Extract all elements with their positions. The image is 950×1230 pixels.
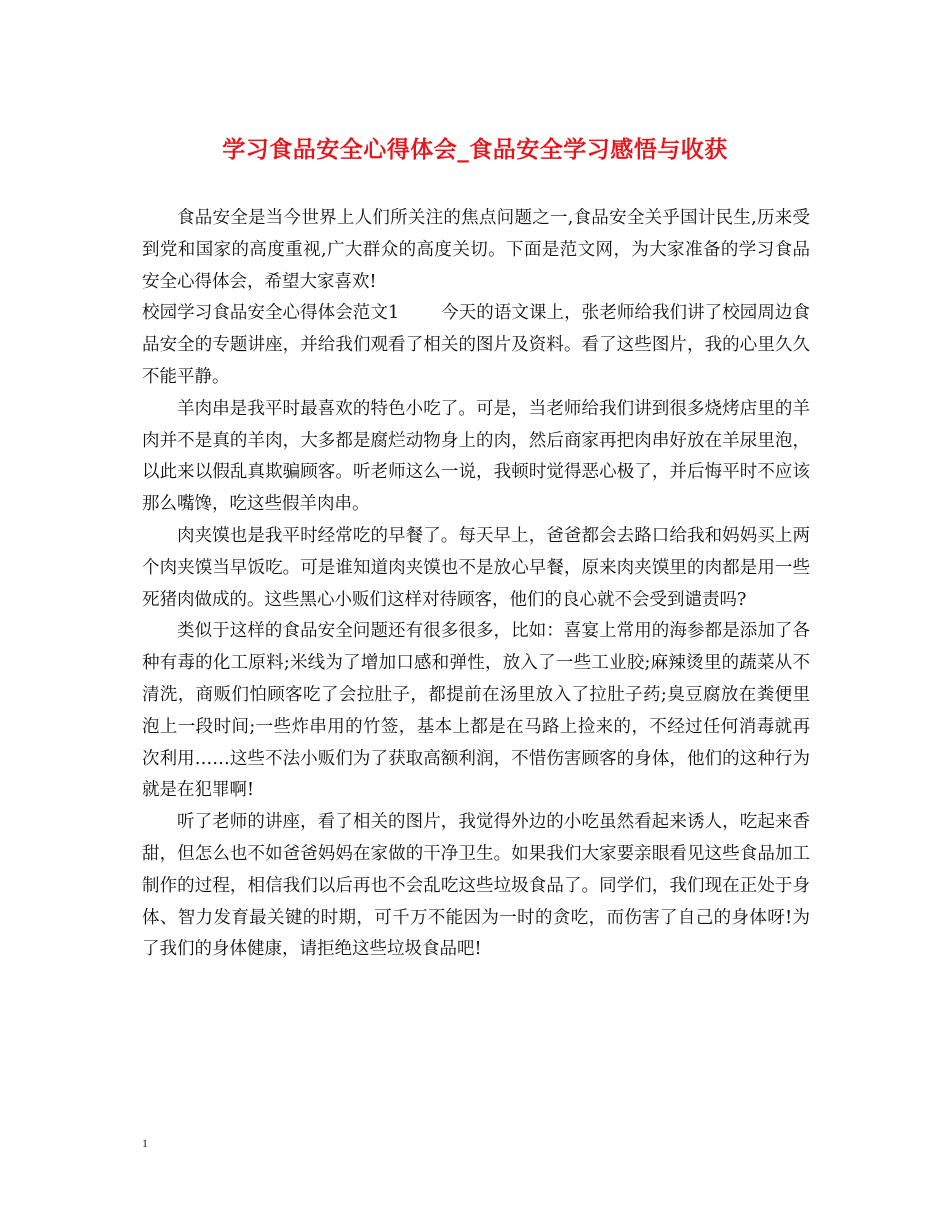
document-body: [142, 203, 810, 966]
document-title: 学习食品安全心得体会_食品安全学习感悟与收获: [222, 136, 728, 163]
intro-paragraph: 食品安全是当今世界上人们所关注的焦点问题之一,食品安全关乎国计民生,历来受到党和国家的高度重视,广大群众的高度关切。下面是范文网，为大家准备的学习食品安全心得体会，希望大家喜欢!: [142, 208, 810, 292]
body-paragraph: 类似于这样的食品安全问题还有很多很多，比如：喜宴上常用的海参都是添加了各种有毒的化工原料;米线为了增加口感和弹性，放入了一些工业胶;麻辣烫里的蔬菜从不清洗，商贩们怕顾客吃了会拉肚子，都提前在汤里放入了拉肚子药;臭豆腐放在粪便里泡上一段时间;一些炸串用的竹签，基本上都是在马路上捡来的，不经过任何消毒就再次利用……这些不法小贩们为了获取高额利润，不惜伤害顾客的身体，他们的这种行为就是在犯罪啊!: [142, 621, 810, 801]
section-heading: 校园学习食品安全心得体会范文1: [142, 303, 400, 324]
page-number: 1: [142, 1136, 148, 1150]
body-paragraph: 羊肉串是我平时最喜欢的特色小吃了。可是，当老师给我们讲到很多烧烤店里的羊肉并不是真的羊肉，大多都是腐烂动物身上的肉，然后商家再把肉串好放在羊尿里泡，以此来以假乱真欺骗顾客。听老师这么一说，我顿时觉得恶心极了，并后悔平时不应该那么嘴馋，吃这些假羊肉串。: [142, 398, 810, 515]
section-first-paragraph: 今天的语文课上，张老师给我们讲了校园周边食品安全的专题讲座，并给我们观看了相关的图片及资料。看了这些图片，我的心里久久不能平静。: [142, 303, 810, 387]
body-paragraph: 听了老师的讲座，看了相关的图片，我觉得外边的小吃虽然看起来诱人，吃起来香甜，但怎么也不如爸爸妈妈在家做的干净卫生。如果我们大家要亲眼看见这些食品加工制作的过程，相信我们以后再也不会乱吃这些垃圾食品了。同学们，我们现在正处于身体、智力发育最关键的时期，可千万不能因为一时的贪吃，而伤害了自己的身体呀!为了我们的身体健康，请拒绝这些垃圾食品吧!: [142, 812, 810, 960]
section-paragraph: [142, 298, 810, 393]
body-paragraph: 肉夹馍也是我平时经常吃的早餐了。每天早上，爸爸都会去路口给我和妈妈买上两个肉夹馍当早饭吃。可是谁知道肉夹馍也不是放心早餐，原来肉夹馍里的肉都是用一些死猪肉做成的。这些黑心小贩们这样对待顾客，他们的良心就不会受到谴责吗?: [142, 525, 810, 610]
